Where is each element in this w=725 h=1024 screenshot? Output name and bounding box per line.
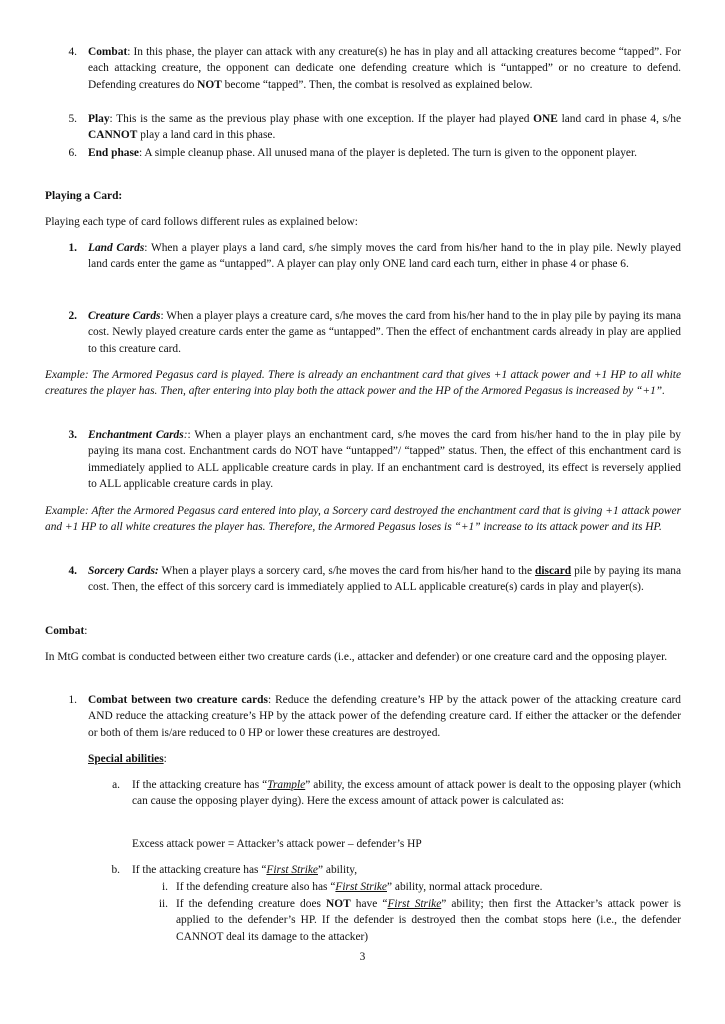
card-type-sorcery: 4. Sorcery Cards: When a player plays a sorcery card, s/he moves the card from his/her hand to the discard pile by paying its mana cost. Then, the effect of this sorcery card is immediately applied to ALL applicable creature(s) cards in play and player(s). bbox=[68, 565, 682, 594]
special-abilities-heading: Special abilities: bbox=[88, 753, 167, 765]
ability-trample: a. If the attacking creature has “Trample” ability, the excess amount of attack power is dealt to the opposing player (which can cause the opposing player dying). Here the excess amount of attack power is calculated as: bbox=[112, 779, 681, 808]
ability-first-strike: b. If the attacking creature has “First Strike” ability, bbox=[111, 864, 358, 876]
card-type-enchantment: 3. Enchantment Cards:: When a player plays an enchantment card, s/he moves the card from his/her hand to the in play pile by paying its mana cost. Enchantment cards do NOT have “untapped”/ “tapped” status. Then, the effect of this enchantment card is immediately applied to ALL applicable creature cards in play. If an enchantment card is destroyed, its effect is reversely applied to ALL applicable creature cards in play. bbox=[68, 429, 681, 491]
phase-label: End phase bbox=[88, 147, 139, 159]
first-strike-case-ii: ii. If the defending creature does NOT have “First Strike” ability; then first the Attacker’s attack power is applied to the defender’s HP. If the defender is destroyed then the combat stops here (i.e., the defender CANNOT deal its damage to the attacker) bbox=[158, 898, 681, 943]
page-number: 3 bbox=[359, 951, 366, 963]
playing-intro: Playing each type of card follows different rules as explained below: bbox=[45, 216, 358, 228]
example-paragraph: Example: After the Armored Pegasus card entered into play, a Sorcery card destroyed the enchantment card that is giving +1 attack power and +1 HP to all white creatures the player has. Therefore, the Armored Pegasus loses is “+1” increase to its attack power and its HP. bbox=[45, 505, 681, 534]
phase-item-6: 6. End phase: A simple cleanup phase. All unused mana of the player is depleted. The turn is given to the opponent player. bbox=[68, 147, 637, 159]
example-paragraph: Example: The Armored Pegasus card is played. There is already an enchantment card that gives +1 attack power and +1 HP to all white creatures the player has. Then, after entering into play both the attack power and the HP of the Armored Pegasus is increased by “+1”. bbox=[45, 369, 681, 398]
phase-label: Play bbox=[88, 113, 110, 125]
section-heading-playing: Playing a Card: bbox=[45, 190, 123, 202]
phase-item-5: 5. Play: This is the same as the previous play phase with one exception. If the player had played ONE land card in phase 4, s/he CANNOT play a land card in this phase. bbox=[68, 113, 682, 142]
formula-text: Excess attack power = Attacker’s attack power – defender’s HP bbox=[132, 838, 422, 850]
card-type-creature: 2. Creature Cards: When a player plays a creature card, s/he moves the card from his/her hand to the in play pile by paying its mana cost. Newly played creature cards enter the game as “untapped”. Then the effect of enchantment cards already in play are applied to this creature card. bbox=[68, 310, 681, 355]
phase-item-4: 4. Combat: In this phase, the player can attack with any creature(s) he has in play and all attacking creatures become “tapped”. For each attacking creature, the opponent can dedicate one defending creature which is “untapped” or no creature to defend. Defending creatures do NOT become “tapped”. Then, the combat is resolved as explained below. bbox=[68, 46, 681, 91]
section-heading-combat: Combat: bbox=[45, 625, 88, 637]
combat-intro: In MtG combat is conducted between either two creature cards (i.e., attacker and defender) or one creature card and the opposing player. bbox=[45, 651, 668, 663]
phase-label: Combat bbox=[88, 46, 128, 58]
first-strike-case-i: i. If the defending creature also has “First Strike” ability, normal attack procedure. bbox=[161, 881, 543, 893]
combat-item-1: 1. Combat between two creature cards: Reduce the defending creature’s HP by the attack power of the attacking creature card AND reduce the attacking creature’s HP by the attack power of the defending creature card. If either the attacker or the defender or both of them is/are reduced to 0 HP or lower these creatures are destroyed. bbox=[68, 694, 682, 739]
card-type-land: 1. Land Cards: When a player plays a land card, s/he simply moves the card from his/her hand to the in play pile. Newly played land cards enter the game as “untapped”. A player can play only ONE land card each turn, either in phase 4 or phase 6. bbox=[68, 242, 681, 271]
